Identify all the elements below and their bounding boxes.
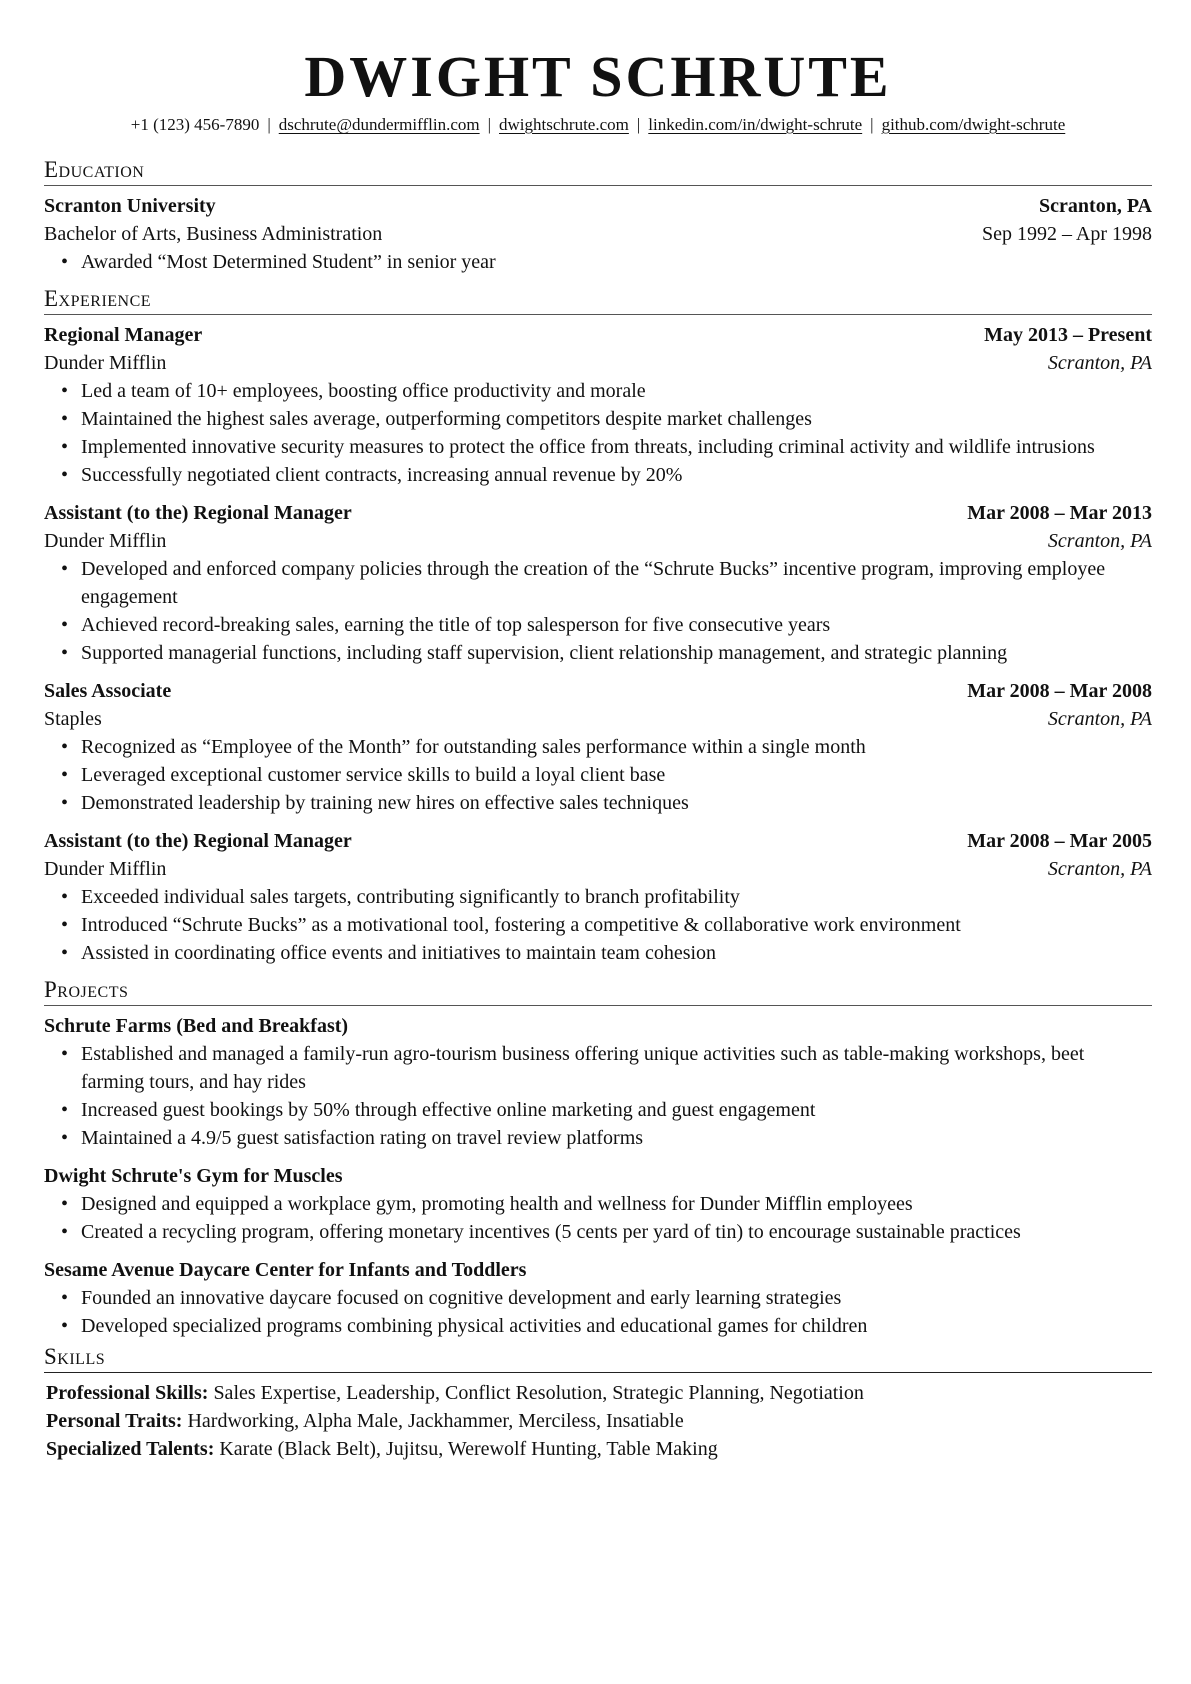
section-title-education: Education [44,157,1152,186]
list-item: • Established and managed a family-run agro-tourism business offering unique activities such as table-making workshops, beet farming tours, and hay rides [44,1040,1152,1096]
experience-entry [44,499,1152,667]
list-item: • Supported managerial functions, including staff supervision, client relationship management, and strategic planning [44,639,1152,667]
degree: Bachelor of Arts, Business Administration [44,223,383,245]
separator: | [267,115,271,134]
job-dates: Mar 2008 – Mar 2005 [967,830,1152,852]
resume-page [44,0,1152,1463]
experience-entry [44,677,1152,817]
skills-value: Sales Expertise, Leadership, Conflict Resolution, Strategic Planning, Negotiation [208,1382,864,1404]
candidate-name: DWIGHT SCHRUTE [304,44,892,109]
contact-line [44,114,1152,136]
list-item: • Implemented innovative security measures to protect the office from threats, including criminal activity and wildlife intrusions [44,433,1152,461]
project-name: Sesame Avenue Daycare Center for Infants and Toddlers [44,1259,527,1281]
list-item: • Designed and equipped a workplace gym, promoting health and wellness for Dunder Mifflin employees [44,1190,1152,1218]
phone-number: +1 (123) 456-7890 [130,115,260,134]
projects-section [44,977,1152,1340]
job-title: Assistant (to the) Regional Manager [44,502,352,524]
experience-entry [44,827,1152,967]
linkedin-link[interactable]: linkedin.com/in/dwight-schrute [648,115,863,134]
separator: | [870,115,874,134]
skills-line-professional [44,1379,1152,1407]
list-item: • Assisted in coordinating office events and initiatives to maintain team cohesion [44,939,1152,967]
skills-line-personal [44,1407,1152,1435]
company-name: Dunder Mifflin [44,858,167,880]
job-title: Regional Manager [44,324,203,346]
job-title: Sales Associate [44,680,172,702]
school-location: Scranton, PA [1039,195,1152,217]
job-location: Scranton, PA [1047,708,1152,730]
section-title-projects: Projects [44,977,1152,1006]
separator: | [636,115,641,134]
job-title: Assistant (to the) Regional Manager [44,830,352,852]
skills-label: Professional Skills: [46,1382,209,1404]
job-dates: Mar 2008 – Mar 2008 [967,680,1152,702]
skills-section [44,1344,1152,1463]
job-dates: Mar 2008 – Mar 2013 [967,502,1152,524]
skills-label: Personal Traits: [46,1410,183,1432]
list-item: • Awarded “Most Determined Student” in senior year [44,248,1152,276]
list-item: • Led a team of 10+ employees, boosting office productivity and morale [44,377,1152,405]
website-link[interactable]: dwightschrute.com [499,115,629,134]
education-entry [44,192,1152,276]
section-title-experience: Experience [44,286,1152,315]
list-item: • Exceeded individual sales targets, contributing significantly to branch profitability [44,883,1152,911]
email-link[interactable]: dschrute@dundermifflin.com [278,115,480,134]
education-section [44,157,1152,276]
list-item: • Introduced “Schrute Bucks” as a motivational tool, fostering a competitive & collaborative work environment [44,911,1152,939]
list-item: • Maintained the highest sales average, outperforming competitors despite market challenges [44,405,1152,433]
list-item: • Recognized as “Employee of the Month” for outstanding sales performance within a single month [44,733,1152,761]
company-name: Staples [44,708,102,730]
education-dates: Sep 1992 – Apr 1998 [982,223,1152,245]
skills-value: Karate (Black Belt), Jujitsu, Werewolf Hunting, Table Making [214,1438,718,1460]
list-item: • Developed and enforced company policies through the creation of the “Schrute Bucks” incentive program, improving employee engagement [44,555,1152,611]
project-name: Schrute Farms (Bed and Breakfast) [44,1015,349,1037]
list-item: • Founded an innovative daycare focused on cognitive development and early learning strategies [44,1284,1152,1312]
company-name: Dunder Mifflin [44,352,167,374]
list-item: • Leveraged exceptional customer service skills to build a loyal client base [44,761,1152,789]
github-link[interactable]: github.com/dwight-schrute [881,115,1066,134]
project-name: Dwight Schrute's Gym for Muscles [44,1165,343,1187]
section-title-skills: Skills [44,1344,1152,1373]
list-item: • Created a recycling program, offering monetary incentives (5 cents per yard of tin) to encourage sustainable practices [44,1218,1152,1246]
separator: | [487,115,492,134]
job-dates: May 2013 – Present [984,324,1152,346]
skills-line-talents [44,1435,1152,1463]
list-item: • Maintained a 4.9/5 guest satisfaction rating on travel review platforms [44,1124,1152,1152]
list-item: • Increased guest bookings by 50% through effective online marketing and guest engagement [44,1096,1152,1124]
project-entry [44,1162,1152,1246]
school-name: Scranton University [44,195,216,217]
job-location: Scranton, PA [1047,352,1152,374]
job-location: Scranton, PA [1047,858,1152,880]
company-name: Dunder Mifflin [44,530,167,552]
skills-value: Hardworking, Alpha Male, Jackhammer, Merciless, Insatiable [182,1410,684,1432]
job-location: Scranton, PA [1047,530,1152,552]
skills-label: Specialized Talents: [46,1438,215,1460]
project-entry [44,1256,1152,1340]
list-item: • Successfully negotiated client contracts, increasing annual revenue by 20% [44,461,1152,489]
list-item: • Demonstrated leadership by training new hires on effective sales techniques [44,789,1152,817]
list-item: • Achieved record-breaking sales, earning the title of top salesperson for five consecutive years [44,611,1152,639]
list-item: • Developed specialized programs combining physical activities and educational games for children [44,1312,1152,1340]
project-entry [44,1012,1152,1152]
experience-entry [44,321,1152,489]
experience-section [44,286,1152,967]
